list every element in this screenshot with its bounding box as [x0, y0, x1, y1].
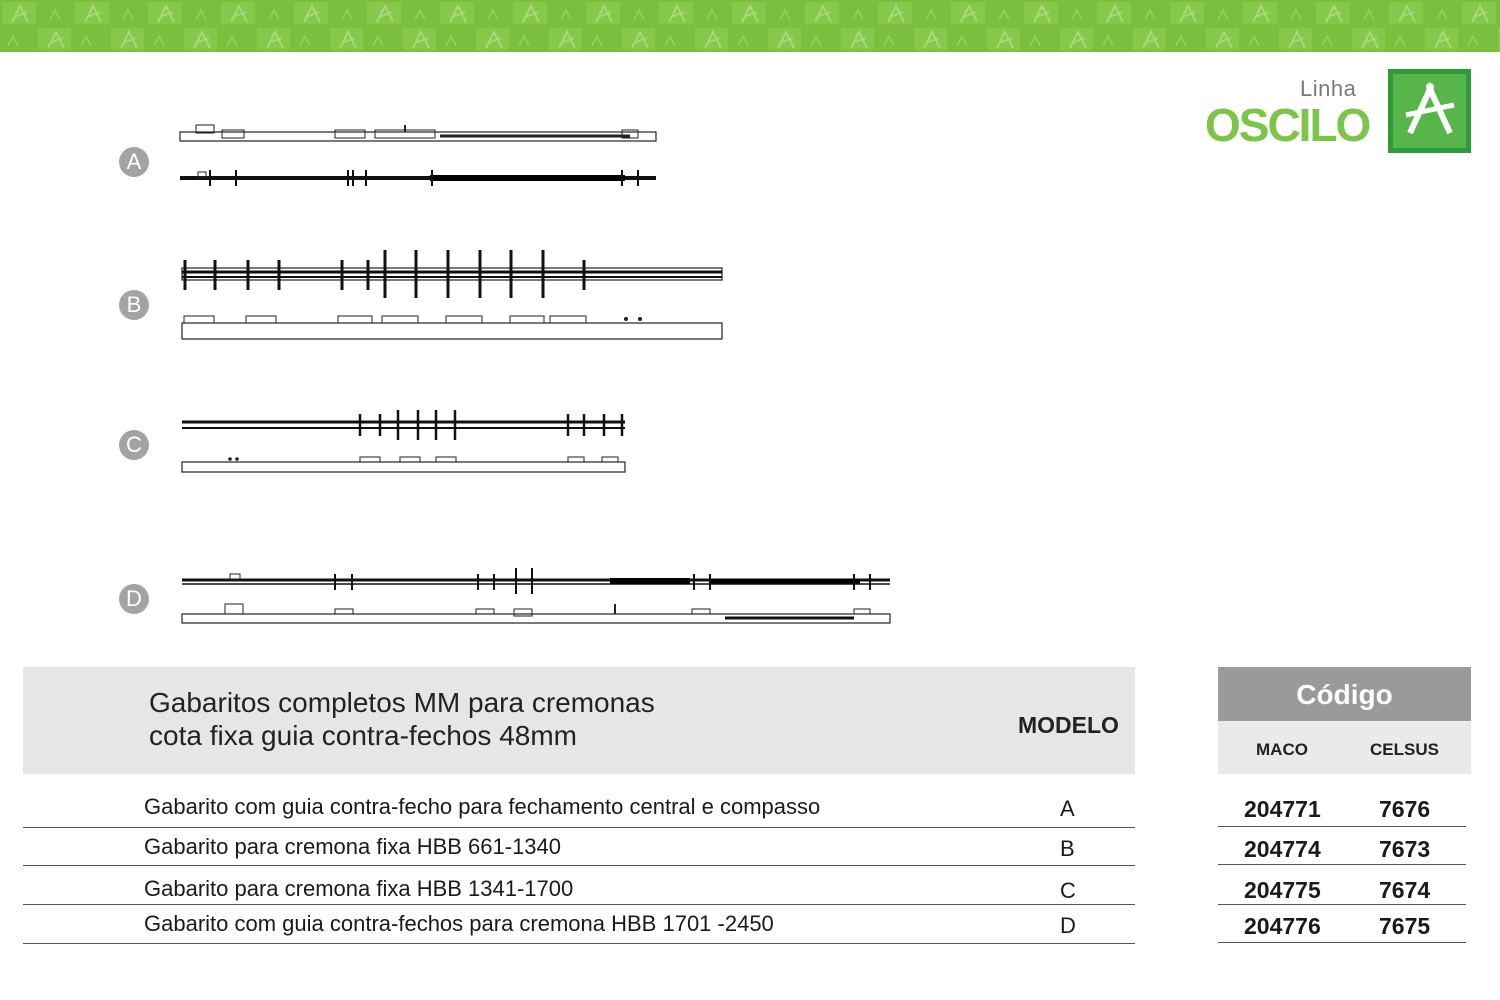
row-model: A [1060, 796, 1075, 821]
top-banner [0, 0, 1500, 52]
celsus-column-header: CELSUS [1370, 740, 1439, 759]
row-divider [23, 904, 1135, 905]
brand-name: OSCILO [1205, 99, 1370, 151]
model-column-header: MODELO [1018, 712, 1119, 738]
row-model: B [1060, 836, 1075, 861]
template-drawing-b [170, 248, 730, 349]
code-title-band [1218, 667, 1471, 721]
maco-code: 204774 [1244, 836, 1321, 862]
row-divider [23, 865, 1135, 866]
code-row-divider [1218, 864, 1466, 865]
row-model: C [1060, 878, 1076, 903]
celsus-code: 7676 [1379, 796, 1431, 822]
table-title-line2: cota fixa guia contra-fechos 48mm [149, 720, 577, 751]
compass-triangle-icon [1388, 69, 1471, 153]
maco-code: 204776 [1244, 913, 1321, 939]
code-row-divider [1218, 826, 1466, 827]
model-badge-b: B [119, 290, 149, 320]
template-drawing-c [170, 406, 640, 481]
celsus-code: 7673 [1379, 836, 1431, 862]
code-header [1218, 667, 1471, 774]
maco-column-header: MACO [1256, 740, 1308, 759]
table-header [23, 667, 1135, 774]
code-row-divider [1218, 942, 1466, 943]
code-row-divider [1218, 904, 1466, 905]
maco-code: 204771 [1244, 796, 1321, 822]
row-model: D [1060, 913, 1076, 938]
template-drawing-a [170, 120, 670, 195]
banner-pattern [0, 0, 1500, 52]
row-divider [23, 943, 1135, 944]
template-drawing-d [170, 562, 900, 633]
celsus-code: 7674 [1379, 877, 1431, 903]
celsus-code: 7675 [1379, 913, 1431, 939]
row-description: Gabarito para cremona fixa HBB 661-1340 [144, 834, 562, 859]
row-description: Gabarito para cremona fixa HBB 1341-1700 [144, 876, 574, 901]
table-title-line1: Gabaritos completos MM para cremonas [149, 687, 655, 718]
row-divider [23, 827, 1135, 828]
maco-code: 204775 [1244, 877, 1321, 903]
row-description: Gabarito com guia contra-fecho para fechamento central e compasso [144, 794, 821, 819]
model-badge-d: D [119, 584, 149, 614]
row-description: Gabarito com guia contra-fechos para cremona HBB 1701 -2450 [144, 911, 774, 936]
model-badge-a: A [119, 147, 149, 177]
model-badge-c: C [119, 430, 149, 460]
code-title: Código [1296, 679, 1393, 710]
brand-line-label: Linha [1300, 76, 1357, 101]
